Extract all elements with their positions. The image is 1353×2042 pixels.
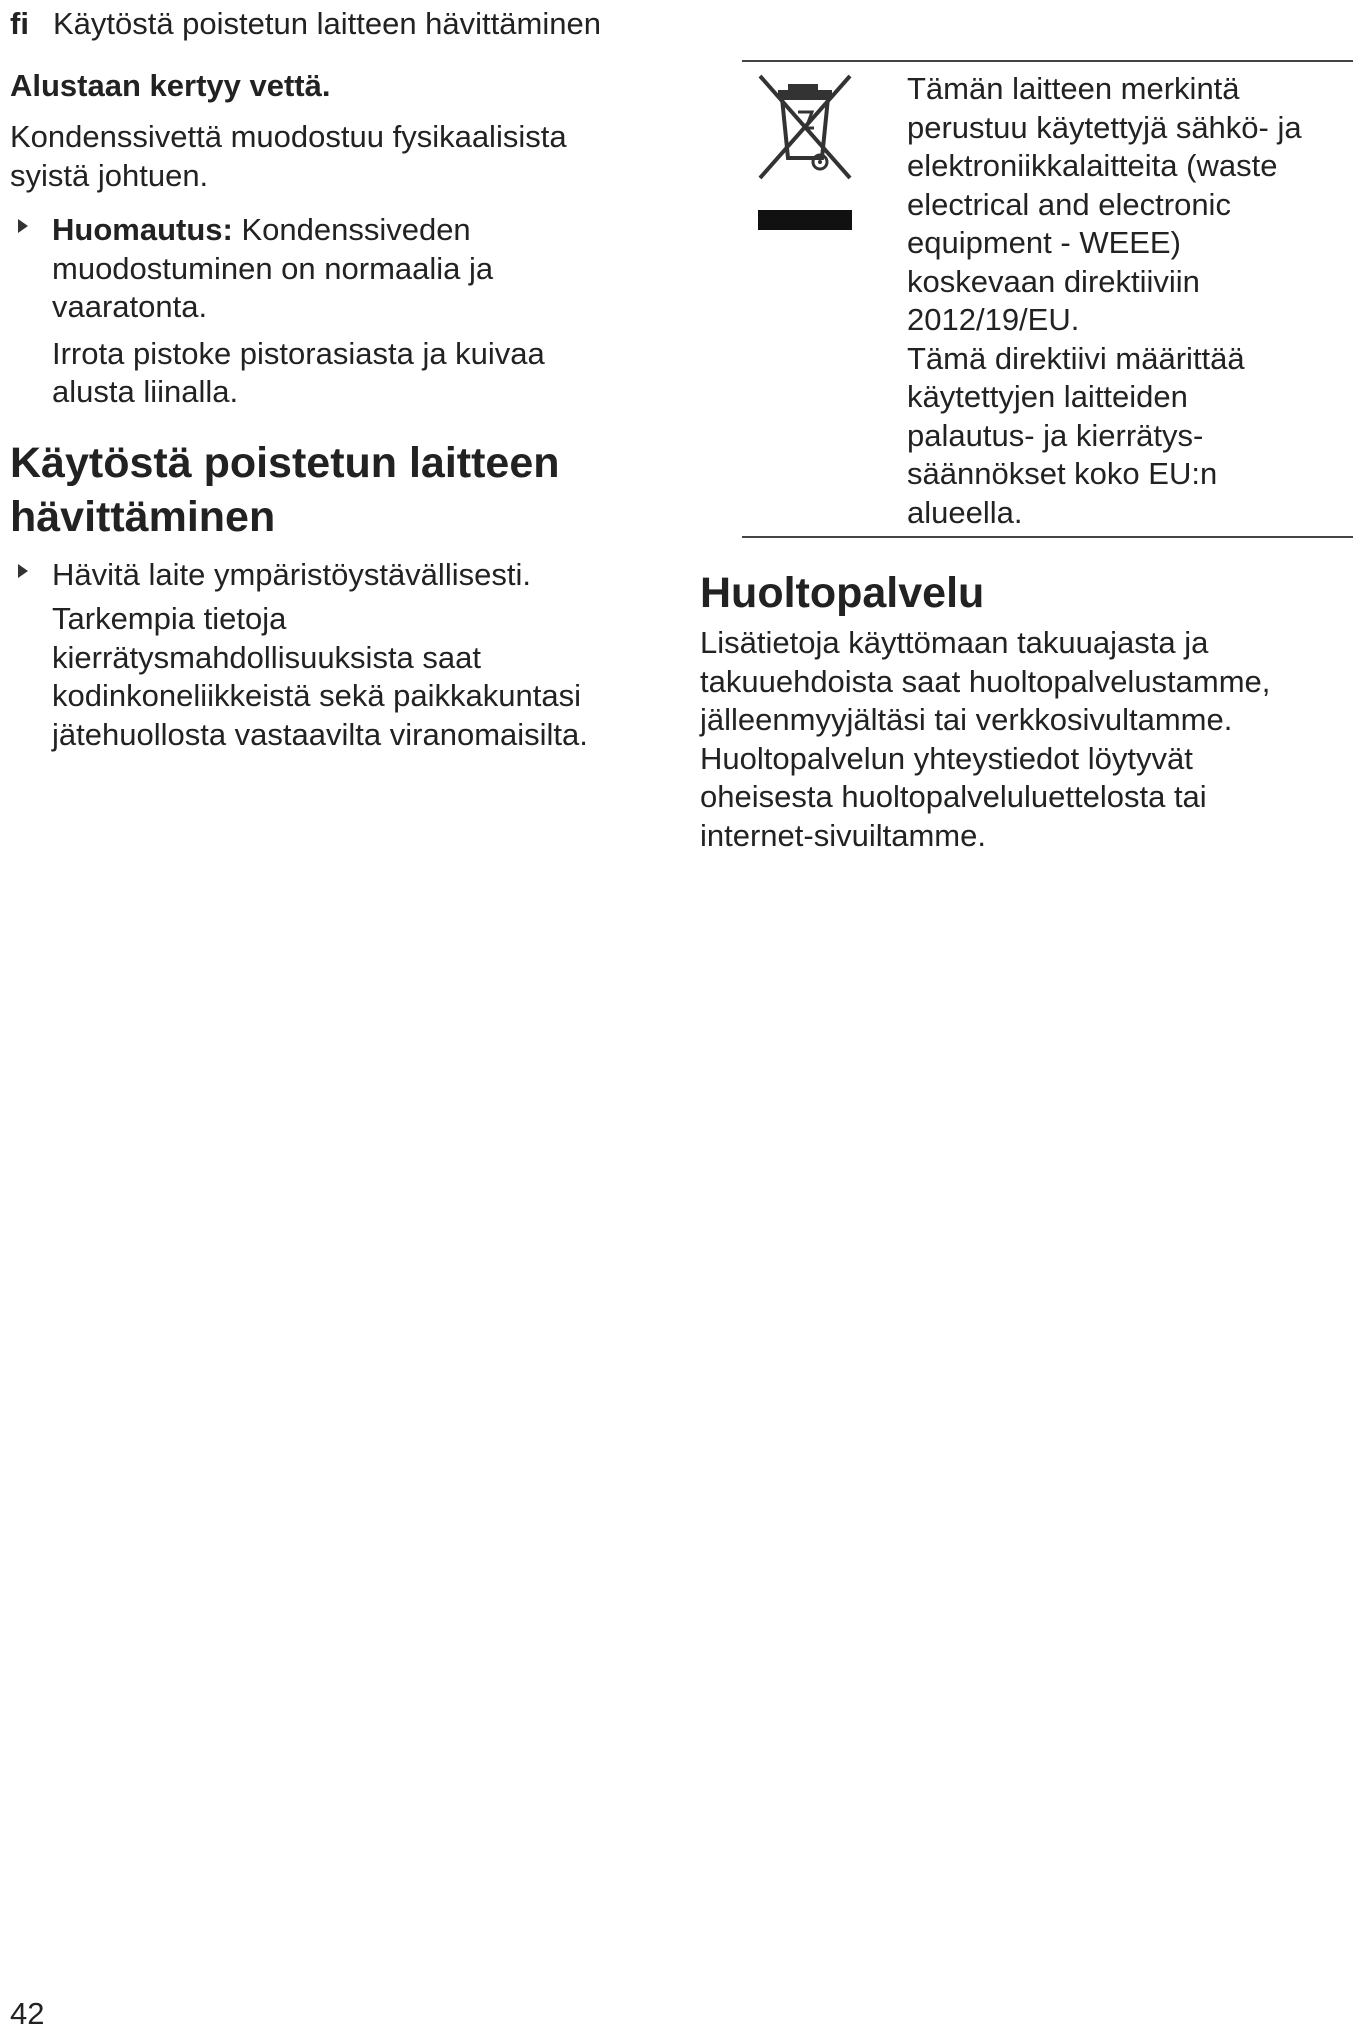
note-bullet [10, 211, 660, 327]
service-title: Huoltopalvelu [700, 569, 985, 617]
crossed-out-wheelie-bin-icon [754, 70, 856, 232]
text-line: vaaratonta. [52, 289, 208, 324]
weee-notice-box [742, 60, 1353, 538]
text-line: oheisesta huoltopalveluluettelosta tai [700, 779, 1207, 814]
text-line: alusta liinalla. [52, 374, 239, 409]
right-column [700, 60, 1353, 853]
text-line: kodinkoneliikkeistä sekä paikkakuntasi [52, 678, 582, 713]
text-line: perustuu käytettyjä sähkö- ja [907, 109, 1302, 145]
text-line: elektroniikkalaitteita (waste [907, 148, 1278, 183]
text-line: Kondenssivettä muodostuu fysikaalisista [10, 119, 567, 154]
recycling-info [10, 600, 660, 754]
text-line: Hävitä laite ympäristöystävällisesti. [52, 556, 531, 592]
section-title-line: Käytöstä poistetun laitteen [10, 438, 560, 487]
text-line: Tämä direktiivi määrittää [907, 340, 1245, 376]
condensation-paragraph [10, 118, 660, 195]
text-line: Tämän laitteen merkintä [907, 71, 1240, 106]
page-header [10, 4, 601, 44]
text-line: Huoltopalvelun yhteystiedot löytyvät [700, 740, 1193, 776]
service-section [700, 566, 1353, 855]
text-line: 2012/19/EU. [907, 302, 1080, 337]
dispose-bullet [10, 556, 660, 595]
text-line: alueella. [907, 494, 1023, 530]
weee-notice-text [907, 70, 1353, 532]
bullet-arrow-icon [18, 564, 28, 578]
text-line: palautus- ja kierrätys- [907, 417, 1204, 453]
text-line: Irrota pistoke pistorasiasta ja kuivaa [52, 335, 545, 371]
section-title [10, 436, 660, 544]
unplug-instruction [10, 335, 660, 412]
text-line: käytettyjen laitteiden [907, 379, 1188, 414]
header-title: Käytöstä poistetun laitteen hävittäminen [52, 6, 601, 41]
service-paragraph [700, 624, 1353, 855]
text-line: Lisätietoja käyttömaan takuuajasta ja [700, 625, 1209, 660]
page-number: 42 [10, 1996, 45, 2031]
section-title-line: hävittäminen [10, 492, 276, 541]
text-line: säännökset koko EU:n [907, 456, 1218, 491]
text-line: kierrätysmahdollisuuksista saat [52, 639, 482, 675]
text-line: koskevaan direktiiviin [907, 263, 1200, 299]
text-line: Tarkempia tietoja [52, 601, 287, 636]
text-line: jätehuollosta vastaavilta viranomaisilta. [52, 716, 588, 752]
subheading-water-in-tray: Alustaan kertyy vettä. [10, 68, 331, 103]
text-line: Kondenssiveden [232, 212, 471, 247]
left-column [10, 66, 660, 754]
text-line: jälleenmyyjältäsi tai verkkosivultamme. [700, 702, 1233, 737]
text-line: muodostuminen on normaalia ja [52, 250, 494, 286]
note-label: Huomautus: [52, 212, 233, 247]
text-line: internet-sivuiltamme. [700, 817, 986, 853]
bullet-arrow-icon [18, 219, 28, 233]
language-code: fi [10, 6, 29, 41]
text-line: syistä johtuen. [10, 157, 209, 193]
text-line: takuuehdoista saat huoltopalvelustamme, [700, 663, 1271, 699]
text-line: equipment - WEEE) [907, 225, 1181, 260]
text-line: electrical and electronic [907, 186, 1231, 222]
